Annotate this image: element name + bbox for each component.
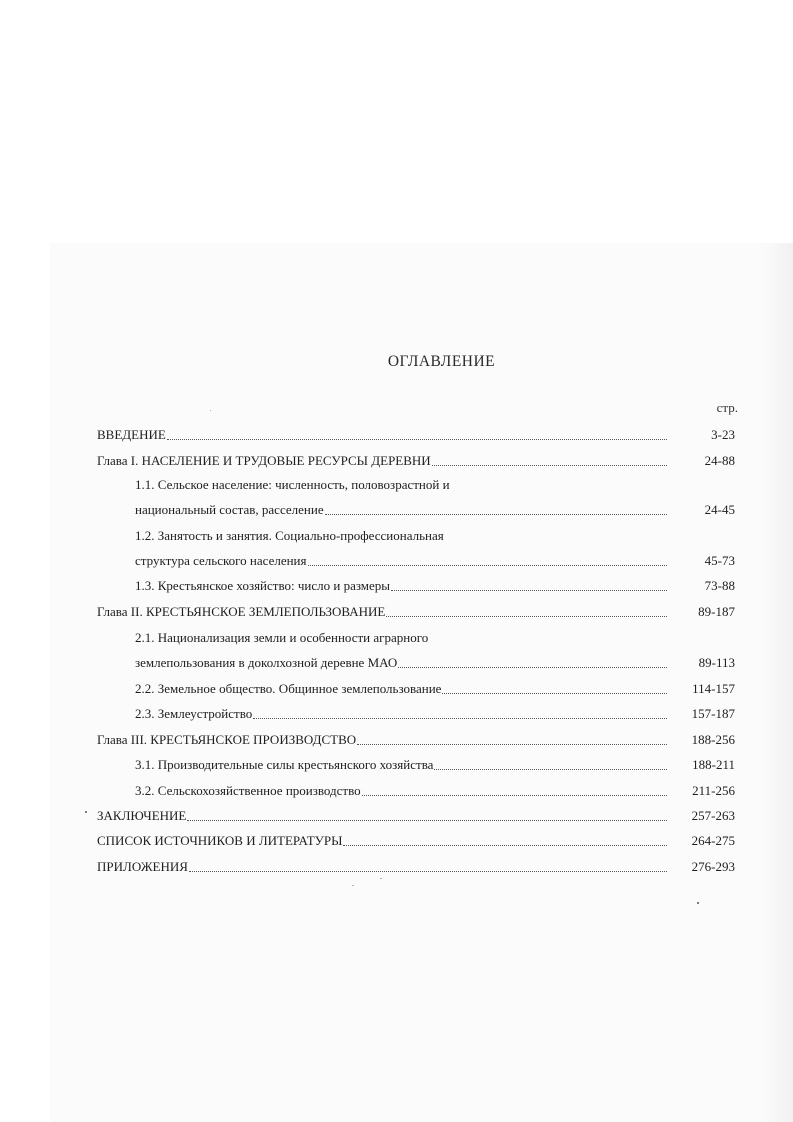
toc-entry-pages: 188-256 [691,732,735,747]
toc-entry-section-2-3 [135,706,670,722]
toc-entry-section-1-2-line2 [135,553,670,569]
toc-entry-section-1-1-line2 [135,502,670,518]
toc-entry-pages: 3-23 [711,427,735,442]
toc-entry-pages: 24-45 [704,502,735,517]
toc-entry-section-3-1 [135,757,670,773]
toc-entry-title-continued: землепользования в доколхозной деревне МАО [135,655,398,670]
toc-entry-introduction [97,427,670,443]
dot-leader [434,761,667,770]
scan-speck [85,811,87,813]
dot-leader [343,837,667,846]
toc-entry-title: 2.3. Землеустройство [135,706,253,721]
dot-leader [442,685,667,694]
dot-leader [189,863,667,872]
dot-leader [325,506,667,515]
toc-entry-pages: 211-256 [692,783,735,798]
toc-entry-section-2-2 [135,681,670,697]
dot-leader [308,557,668,566]
toc-title: ОГЛАВЛЕНИЕ [387,353,496,370]
toc-entry-title: ПРИЛОЖЕНИЯ [97,859,188,874]
toc-entry-title-continued: структура сельского населения [135,553,307,568]
toc-entry-title: Глава III. КРЕСТЬЯНСКОЕ ПРОИЗВОДСТВО [97,732,357,747]
scan-edge-shadow [762,243,793,1122]
toc-entry-title: Глава I. НАСЕЛЕНИЕ И ТРУДОВЫЕ РЕСУРСЫ ДЕРЕВНИ [97,453,431,468]
toc-entry-chapter-2 [97,604,670,620]
toc-entry-title: 1.3. Крестьянское хозяйство: число и размеры [135,578,391,593]
toc-entry-pages: 257-263 [691,808,735,823]
toc-entry-section-2-1-line1 [135,630,428,646]
toc-entry-pages: 24-88 [704,453,735,468]
toc-entry-section-1-3 [135,578,670,594]
toc-entry-title: 3.2. Сельскохозяйственное производство [135,783,361,798]
toc-entry-title: 2.2. Земельное общество. Общинное землепользование [135,681,442,696]
toc-entry-title: 2.1. Национализация земли и особенности аграрного [135,630,429,645]
toc-entry-pages: 157-187 [691,706,735,721]
toc-entry-pages: 114-157 [692,681,735,696]
toc-entry-chapter-3 [97,732,670,748]
toc-entry-section-3-2 [135,783,670,799]
dot-leader [253,710,667,719]
toc-entry-title: СПИСОК ИСТОЧНИКОВ И ЛИТЕРАТУРЫ [97,833,343,848]
toc-entry-conclusion [97,808,670,824]
dot-leader [386,608,667,617]
toc-entry-pages: 188-211 [692,757,735,772]
scan-speck [352,885,354,886]
dot-leader [391,582,667,591]
dot-leader [432,457,667,466]
toc-entry-pages: 89-113 [698,655,735,670]
toc-entry-appendices [97,859,670,875]
toc-entry-title: 3.1. Производительные силы крестьянского хозяйства [135,757,434,772]
scan-speck [380,878,382,879]
dot-leader [187,812,667,821]
toc-entry-pages: 45-73 [704,553,735,568]
toc-entry-title: Глава II. КРЕСТЬЯНСКОЕ ЗЕМЛЕПОЛЬЗОВАНИЕ [97,604,386,619]
toc-entry-chapter-1 [97,453,670,469]
toc-entry-title: 1.1. Сельское население: численность, половозрастной и [135,477,450,492]
scan-speck [210,410,211,411]
toc-entry-title: 1.2. Занятость и занятия. Социально-профессиональная [135,528,444,543]
toc-entry-title: ЗАКЛЮЧЕНИЕ [97,808,187,823]
toc-entry-section-1-2-line1 [135,528,444,544]
toc-entry-section-1-1-line1 [135,477,450,493]
dot-leader [362,787,667,796]
toc-entry-title: ВВЕДЕНИЕ [97,427,166,442]
page-column-label: стр. [716,400,738,415]
dot-leader [398,659,667,668]
scan-speck [697,902,699,904]
dot-leader [167,431,667,440]
toc-entry-pages: 276-293 [691,859,735,874]
toc-entry-pages: 264-275 [691,833,735,848]
toc-entry-bibliography [97,833,670,849]
toc-entry-pages: 89-187 [698,604,735,619]
toc-entry-title-continued: национальный состав, расселение [135,502,324,517]
toc-entry-section-2-1-line2 [135,655,670,671]
dot-leader [357,736,667,745]
toc-entry-pages: 73-88 [704,578,735,593]
